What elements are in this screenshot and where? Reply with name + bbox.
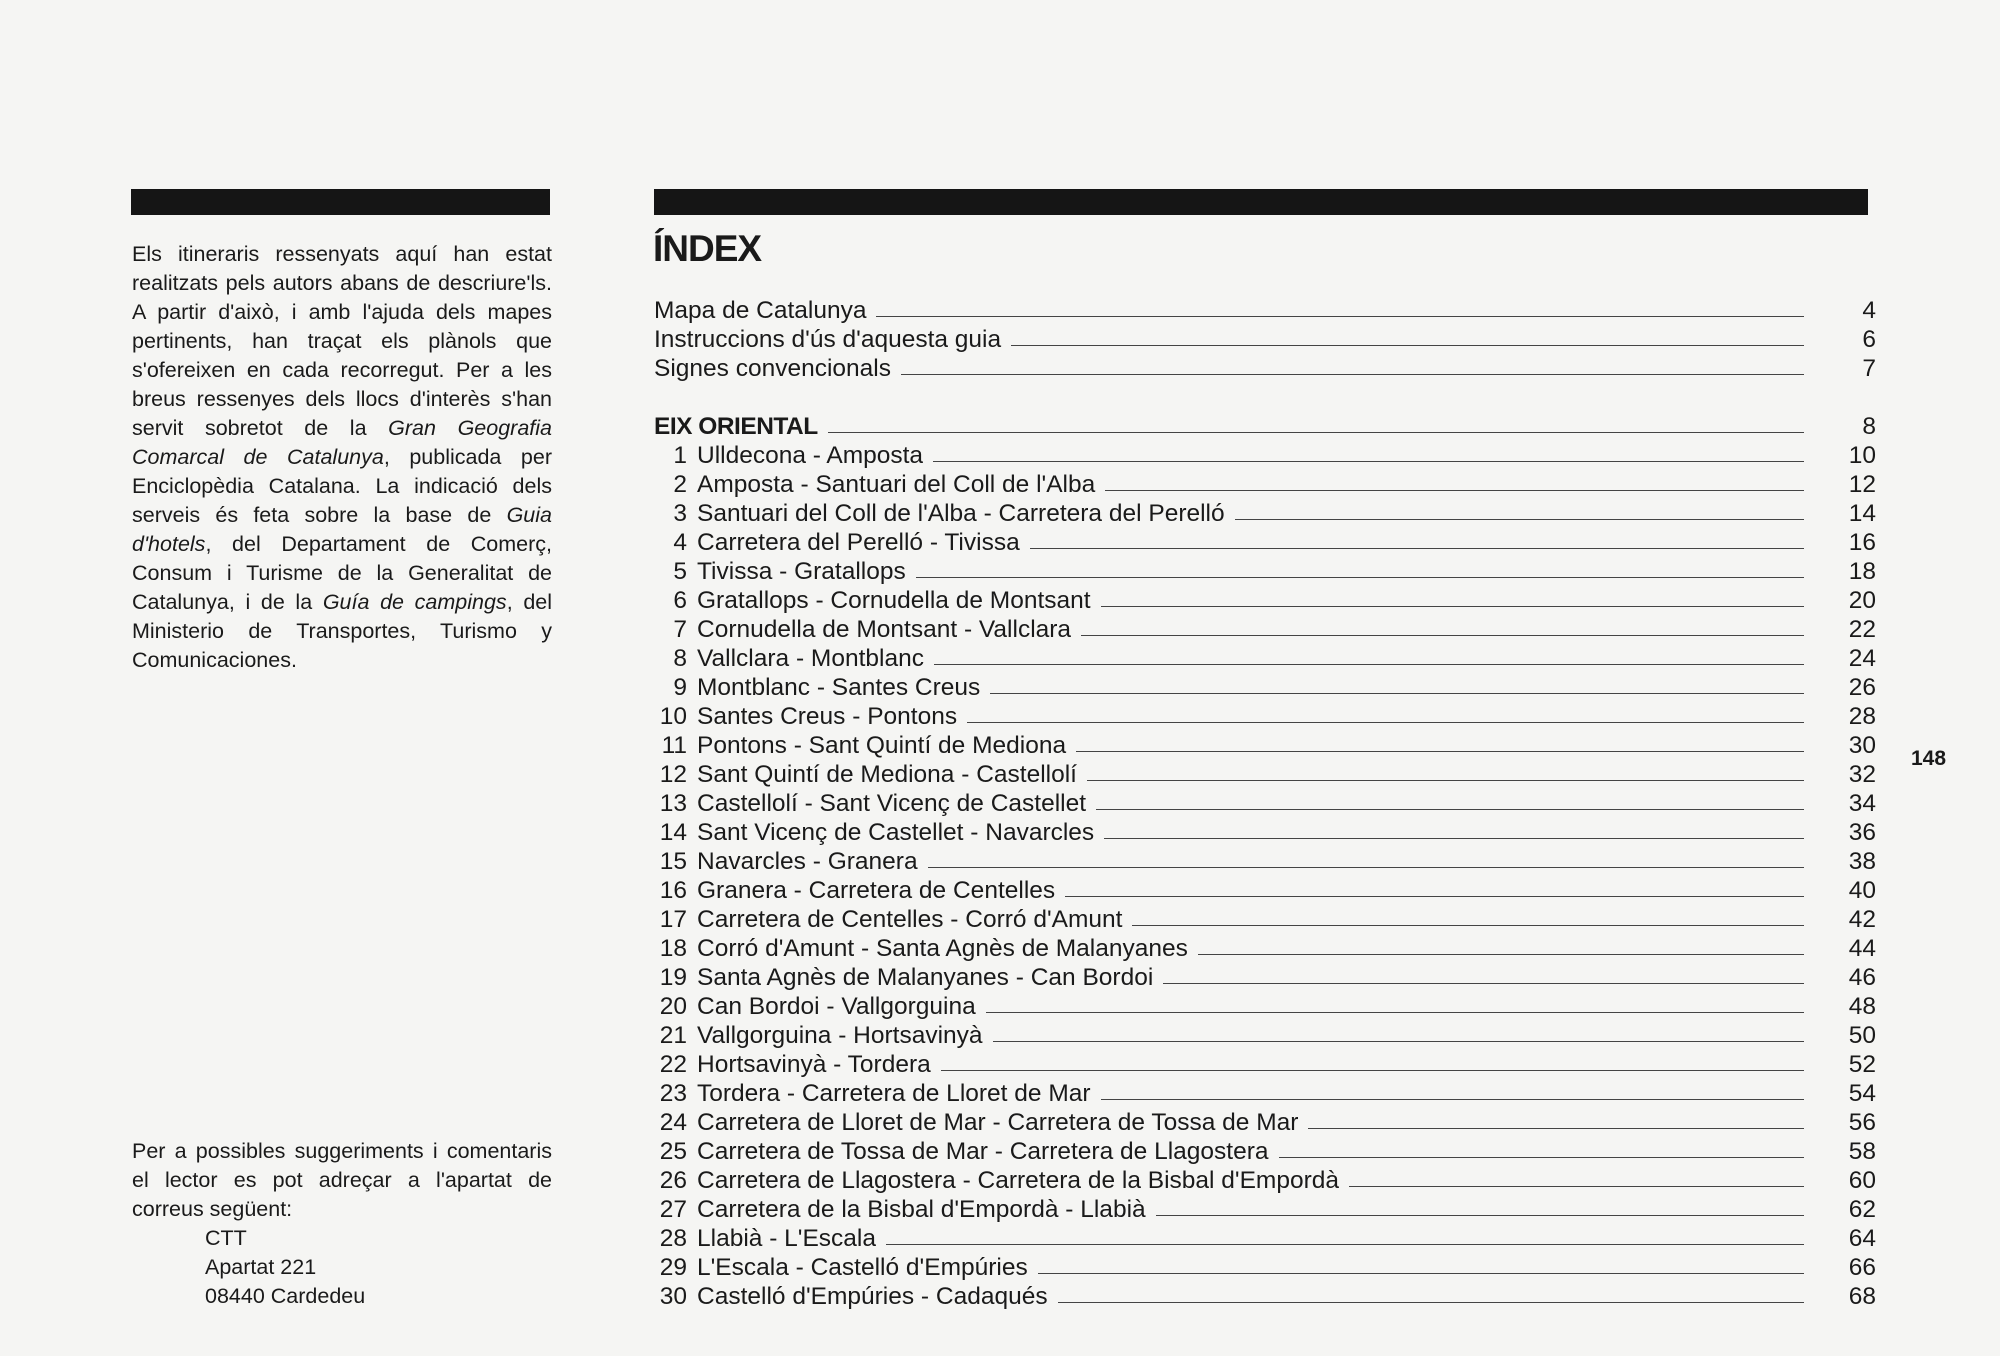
page-ref: 56 [1848,1109,1876,1136]
toc-entry-title: Pontons - Sant Quintí de Mediona [697,732,1067,759]
leader-line [1030,547,1804,549]
leader-line [1308,1127,1804,1129]
leader-line [901,373,1804,375]
page-ref: 14 [1848,500,1876,527]
toc-row [654,557,1876,586]
itinerary-number: 27 [659,1196,687,1223]
toc-entry-title: Castellolí - Sant Vicenç de Castellet [697,790,1087,817]
itinerary-number: 25 [659,1138,687,1165]
leader-line [1279,1156,1805,1158]
itinerary-number: 12 [659,761,687,788]
itinerary-number: 24 [659,1109,687,1136]
toc-row [654,1108,1876,1137]
itinerary-number: 17 [659,906,687,933]
itinerary-number: 21 [659,1022,687,1049]
section-title: EIX ORIENTAL [654,413,818,440]
toc-row [654,1166,1876,1195]
toc-row [654,615,1876,644]
leader-line [1349,1185,1804,1187]
leader-line [886,1243,1804,1245]
itinerary-number: 22 [659,1051,687,1078]
itinerary-number: 13 [659,790,687,817]
page-ref: 16 [1848,529,1876,556]
toc-row [654,644,1876,673]
page-ref: 62 [1848,1196,1876,1223]
itinerary-number: 23 [659,1080,687,1107]
toc-row [654,1079,1876,1108]
toc-entry-title: Carretera del Perelló - Tivissa [697,529,1020,556]
page-ref: 7 [1862,355,1876,382]
toc-entry-title: Santa Agnès de Malanyanes - Can Bordoi [697,964,1154,991]
page-ref: 50 [1848,1022,1876,1049]
toc-entry-title: Llabià - L'Escala [697,1225,877,1252]
book-title-geografia: Gran Geografia Comarcal de Catalunya [132,416,552,469]
leader-line [1156,1214,1804,1216]
toc-row [654,1050,1876,1079]
page-ref: 30 [1848,732,1876,759]
toc-entry-title: Amposta - Santuari del Coll de l'Alba [697,471,1096,498]
toc-entry-title: Navarcles - Granera [697,848,918,875]
toc-entry-title: Sant Vicenç de Castellet - Navarcles [697,819,1095,846]
toc-row [654,905,1876,934]
leader-line [986,1011,1804,1013]
page-ref: 36 [1848,819,1876,846]
leader-line [1235,518,1804,520]
leader-line [1065,895,1804,897]
toc-row [654,354,1876,383]
toc-row [654,470,1876,499]
page-ref: 34 [1848,790,1876,817]
leader-line [1163,982,1804,984]
toc-entry-title: Granera - Carretera de Centelles [697,877,1056,904]
page-ref: 54 [1848,1080,1876,1107]
address-line: Apartat 221 [205,1255,317,1279]
leader-line [1104,837,1804,839]
toc-row [654,818,1876,847]
intro-paragraph: Els itineraris ressenyats aquí han estat realitzats pels autors abans de descriure'ls. A partir d'això, i amb l'ajuda dels mapes pertinents, han traçat els plànols que s'ofereixen en cada recorregut. Per a les breus ressenyes dels llocs d'interès s'han servit sobretot de la Gran Geografia Comarcal de Catalunya, publicada per Enciclopèdia Catalana. La indicació dels serveis és feta sobre la base de Guia d'hotels, del Departament de Comerç, Consum i Turisme de la Generalitat de Catalunya, i de la Guía de campings, del Ministerio de Transportes, Turismo y Comunicaciones. [132,242,553,672]
page-number: 148 [1911,747,1947,770]
leader-line [934,663,1804,665]
page-ref: 58 [1848,1138,1876,1165]
page-ref: 48 [1848,993,1876,1020]
contact-paragraph: Per a possibles suggeriments i comentaris el lector es pot adreçar a l'apartat de correus següent: [132,1139,552,1221]
page-ref: 44 [1848,935,1876,962]
toc-row [654,1253,1876,1282]
toc-entry-title: Signes convencionals [654,355,891,382]
leader-line [967,721,1804,723]
index-title: ÍNDEX [653,228,762,269]
toc-entry-title: Vallclara - Montblanc [697,645,924,672]
page-ref: 32 [1848,761,1876,788]
index-column-rule [654,189,1868,215]
toc-entry-title: Hortsavinyà - Tordera [697,1051,931,1078]
page-ref: 40 [1848,877,1876,904]
postal-address [205,1224,365,1311]
page-ref: 68 [1848,1283,1876,1310]
toc-entry-title: Carretera de Centelles - Corró d'Amunt [697,906,1123,933]
leader-line [916,576,1804,578]
page-ref: 66 [1848,1254,1876,1281]
leader-line [1105,489,1804,491]
itinerary-number: 11 [661,732,687,759]
page-ref: 18 [1848,558,1876,585]
address-line: 08440 Cardedeu [205,1284,366,1308]
toc-entry-title: Can Bordoi - Vallgorguina [697,993,976,1020]
leader-line [1011,344,1804,346]
toc-entry-title: Santuari del Coll de l'Alba - Carretera del Perelló [697,500,1225,527]
toc-entry-title: Instruccions d'ús d'aquesta guia [654,326,1002,353]
toc-row [654,586,1876,615]
toc-entry-title: Castelló d'Empúries - Cadaqués [697,1283,1048,1310]
toc-entry-title: Tivissa - Gratallops [697,558,906,585]
leader-line [1096,808,1804,810]
page-ref: 20 [1848,587,1876,614]
leader-line [876,315,1804,317]
page-ref: 10 [1848,442,1876,469]
page-ref: 12 [1848,471,1876,498]
leader-line [928,866,1804,868]
leader-line [1198,953,1804,955]
leader-line [993,1040,1804,1042]
book-title-guia-campings: Guía de campings [322,590,507,614]
itinerary-number: 4 [673,529,687,556]
itinerary-number: 10 [659,703,687,730]
page-ref: 24 [1848,645,1876,672]
leader-line [933,460,1804,462]
itinerary-number: 19 [659,964,687,991]
toc-row [654,528,1876,557]
left-column-rule [131,189,550,215]
toc-entry-title: Montblanc - Santes Creus [697,674,981,701]
itinerary-number: 15 [659,848,687,875]
toc-entry-title: Cornudella de Montsant - Vallclara [697,616,1072,643]
leader-line [1101,1098,1804,1100]
table-of-contents [654,296,1876,1311]
toc-row [654,296,1876,325]
page-ref: 26 [1848,674,1876,701]
page-ref: 22 [1848,616,1876,643]
address-line: CTT [205,1226,247,1250]
toc-row [654,876,1876,905]
page-ref: 46 [1848,964,1876,991]
toc-row [654,499,1876,528]
toc-row [654,1224,1876,1253]
leader-line [1076,750,1804,752]
toc-row [654,673,1876,702]
page-ref: 6 [1862,326,1876,353]
itinerary-number: 29 [659,1254,687,1281]
itinerary-number: 20 [659,993,687,1020]
itinerary-number: 14 [659,819,687,846]
toc-row [654,1021,1876,1050]
itinerary-number: 30 [659,1283,687,1310]
toc-row [654,847,1876,876]
toc-row [654,731,1876,760]
toc-row [654,1282,1876,1311]
leader-line [1101,605,1804,607]
toc-entry-title: Mapa de Catalunya [654,297,867,324]
toc-row [654,1195,1876,1224]
toc-entry-title: Carretera de Lloret de Mar - Carretera de Tossa de Mar [697,1109,1299,1136]
leader-line [1132,924,1804,926]
leader-line [1087,779,1804,781]
leader-line [1058,1301,1804,1303]
toc-row [654,441,1876,470]
toc-entry-title: Carretera de Tossa de Mar - Carretera de Llagostera [697,1138,1269,1165]
itinerary-number: 5 [673,558,687,585]
book-title-guia-hotels: Guia d'hotels [132,503,552,556]
page-ref: 52 [1848,1051,1876,1078]
itinerary-number: 18 [659,935,687,962]
page-ref: 4 [1862,297,1876,324]
itinerary-number: 16 [659,877,687,904]
leader-line [1081,634,1804,636]
leader-line [941,1069,1804,1071]
itinerary-number: 28 [659,1225,687,1252]
itinerary-number: 7 [673,616,687,643]
page-ref: 38 [1848,848,1876,875]
toc-row [654,789,1876,818]
toc-entry-title: Sant Quintí de Mediona - Castellolí [697,761,1077,788]
toc-entry-title: Ulldecona - Amposta [697,442,924,469]
toc-row [654,963,1876,992]
toc-row [654,702,1876,731]
page-ref: 64 [1848,1225,1876,1252]
itinerary-number: 1 [673,442,687,469]
page-ref: 8 [1862,413,1876,440]
toc-entry-title: Carretera de la Bisbal d'Empordà - Llabià [697,1196,1146,1223]
itinerary-number: 9 [673,674,687,701]
toc-row [654,934,1876,963]
section-heading-row [654,412,1876,441]
toc-row [654,760,1876,789]
toc-entry-title: L'Escala - Castelló d'Empúries [697,1254,1028,1281]
toc-spacer [654,383,1876,412]
toc-entry-title: Carretera de Llagostera - Carretera de la Bisbal d'Empordà [697,1167,1340,1194]
toc-entry-title: Corró d'Amunt - Santa Agnès de Malanyanes [697,935,1188,962]
leader-line [990,692,1804,694]
page-ref: 42 [1848,906,1876,933]
page-ref: 60 [1848,1167,1876,1194]
itinerary-number: 8 [673,645,687,672]
leader-line [828,431,1804,433]
toc-row [654,992,1876,1021]
itinerary-number: 26 [659,1167,687,1194]
itinerary-number: 2 [673,471,687,498]
toc-row [654,325,1876,354]
toc-row [654,1137,1876,1166]
toc-entry-title: Gratallops - Cornudella de Montsant [697,587,1091,614]
toc-entry-title: Santes Creus - Pontons [697,703,958,730]
itinerary-number: 6 [673,587,687,614]
toc-entry-title: Tordera - Carretera de Lloret de Mar [697,1080,1091,1107]
toc-entry-title: Vallgorguina - Hortsavinyà [697,1022,983,1049]
leader-line [1038,1272,1804,1274]
page-ref: 28 [1848,703,1876,730]
itinerary-number: 3 [673,500,687,527]
